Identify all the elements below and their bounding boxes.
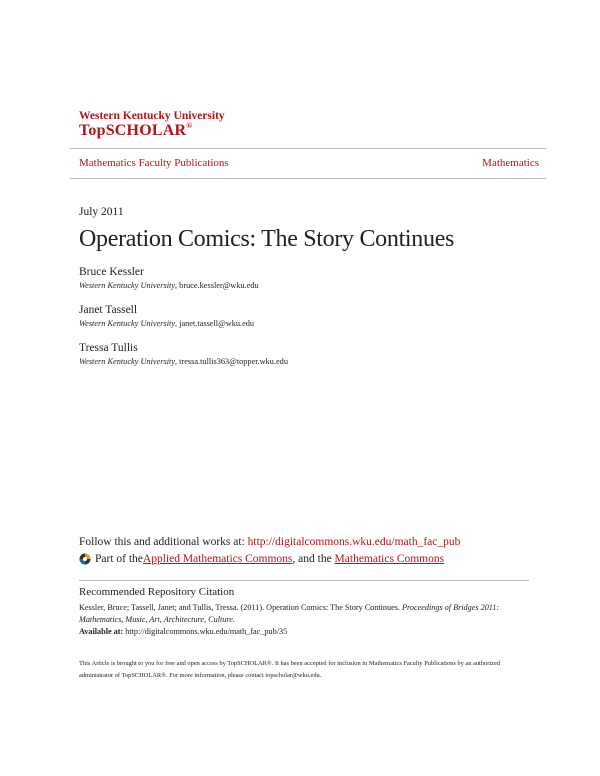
author-affiliation [79,319,254,328]
nav-rule [70,178,546,179]
department-link[interactable]: Mathematics [482,157,539,169]
top-rule [70,148,546,149]
part-of-separator: , and the [292,553,335,565]
author-email[interactable]: , tressa.tullis363@topper.wku.edu [175,357,288,366]
citation-body [79,602,529,638]
available-url[interactable]: http://digitalcommons.wku.edu/math_fac_pub/35 [123,627,288,636]
institution-name: Western Kentucky University [79,110,225,122]
bepress-network-icon [79,553,91,565]
applied-math-commons-link[interactable]: Applied Mathematics Commons [142,553,293,565]
author-affiliation [79,357,288,366]
author-name: Tressa Tullis [79,342,138,354]
citation-journal: Proceedings of Bridges 2011: Mathematics, Music, Art, Architecture, Culture. [79,603,500,624]
citation-heading: Recommended Repository Citation [79,586,235,598]
footer-notice: This Article is brought to you for free and open access by TopSCHOLAR®. It has been accepted for inclusion in Mathematics Faculty Publications by an authorized administrator of TopSCHOLAR®. For more information, please contact topscholar@wku.edu. [79,660,501,679]
part-of-line [79,553,444,565]
follow-line [79,536,460,548]
collection-link[interactable]: Mathematics Faculty Publications [79,157,229,169]
author-block [79,342,288,366]
author-name: Bruce Kessler [79,266,144,278]
article-title: Operation Comics: The Story Continues [79,226,455,252]
follow-text: Follow this and additional works at: [79,536,248,548]
math-commons-link[interactable]: Mathematics Commons [334,553,445,565]
repository-name [79,121,192,140]
author-affiliation [79,281,259,290]
part-of-prefix: Part of the [95,553,143,565]
available-label: Available at: [79,627,124,636]
citation-text: Kessler, Bruce; Tassell, Janet; and Tullis, Tressa. (2011). Operation Comics: The Story Continues. [79,603,400,612]
author-email[interactable]: , janet.tassell@wku.edu [175,319,255,328]
author-email[interactable]: , bruce.kessler@wku.edu [175,281,259,290]
registered-mark: ® [186,121,193,130]
author-name: Janet Tassell [79,304,138,316]
publication-date: July 2011 [79,206,124,218]
affiliation-text: Western Kentucky University [79,357,176,366]
affiliation-text: Western Kentucky University [79,281,176,290]
repository-title: TopSCHOLAR [79,122,187,139]
follow-url-link[interactable]: http://digitalcommons.wku.edu/math_fac_pub [247,536,461,548]
citation-rule [79,580,529,581]
affiliation-text: Western Kentucky University [79,319,176,328]
author-block [79,266,259,290]
author-block [79,304,254,328]
